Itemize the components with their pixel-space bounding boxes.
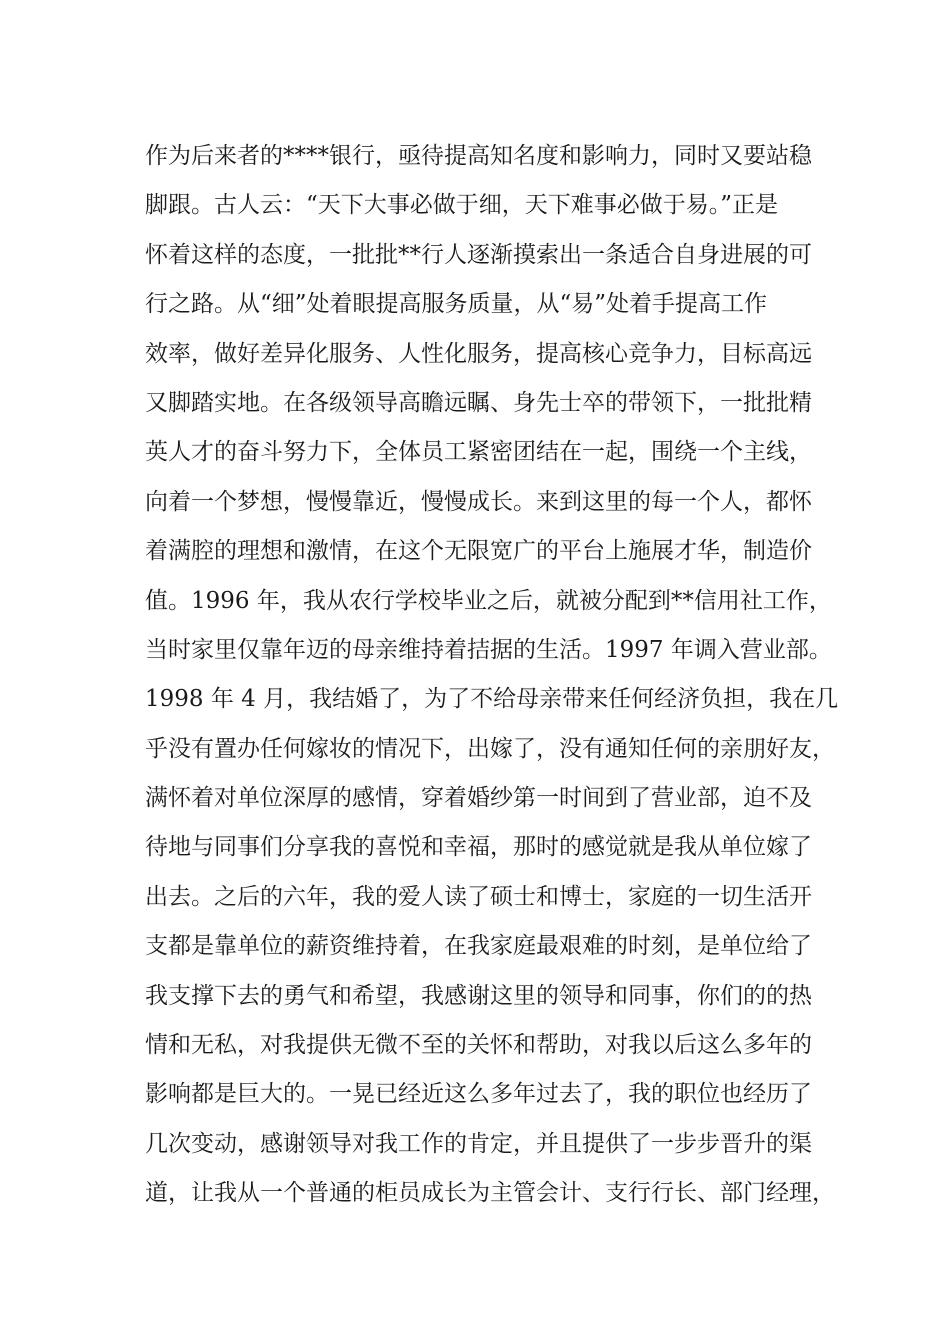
text-line: 1998 年 4 月，我结婚了，为了不给母亲带来任何经济负担，我在几 (145, 686, 839, 713)
text-line: 出去。之后的六年，我的爱人读了硕士和博士，家庭的一切生活开 (145, 883, 812, 910)
text-line: 值。1996 年，我从农行学校毕业之后，就被分配到**信用社工作， (145, 587, 832, 614)
text-line: 情和无私，对我提供无微不至的关怀和帮助，对我以后这么多年的 (145, 1032, 812, 1059)
text-line: 行之路。从“细”处着眼提高服务质量，从“易”处着手提高工作 (145, 291, 768, 318)
text-line: 支都是靠单位的薪资维持着，在我家庭最艰难的时刻，是单位给了 (145, 933, 812, 960)
text-line: 怀着这样的态度，一批批**行人逐渐摸索出一条适合自身进展的可 (145, 241, 812, 268)
text-line: 着满腔的理想和激情，在这个无限宽广的平台上施展才华，制造价 (145, 538, 812, 565)
text-line: 乎没有置办任何嫁妆的情况下，出嫁了，没有通知任何的亲朋好友， (145, 735, 835, 762)
text-line: 满怀着对单位深厚的感情，穿着婚纱第一时间到了营业部，迫不及 (145, 785, 812, 812)
text-line: 当时家里仅靠年迈的母亲维持着拮据的生活。1997 年调入营业部。 (145, 636, 832, 663)
text-line: 脚跟。古人云：“天下大事必做于细，天下难事必做于易。”正是 (145, 192, 779, 219)
body-text (145, 132, 845, 1219)
text-line: 英人才的奋斗努力下，全体员工紧密团结在一起，围绕一个主线， (145, 439, 812, 466)
text-line: 我支撑下去的勇气和希望，我感谢这里的领导和同事，你们的的热 (145, 982, 812, 1009)
text-line: 效率，做好差异化服务、人性化服务，提高核心竞争力，目标高远 (145, 340, 812, 367)
text-line: 道，让我从一个普通的柜员成长为主管会计、支行行长、部门经理， (145, 1180, 835, 1207)
text-line: 待地与同事们分享我的喜悦和幸福，那时的感觉就是我从单位嫁了 (145, 834, 812, 861)
text-line: 影响都是巨大的。一晃已经近这么多年过去了，我的职位也经历了 (145, 1081, 812, 1108)
text-line: 又脚踏实地。在各级领导高瞻远瞩、身先士卒的带领下，一批批精 (145, 389, 812, 416)
text-line: 几次变动，感谢领导对我工作的肯定，并且提供了一步步晋升的渠 (145, 1130, 812, 1157)
text-line: 作为后来者的****银行，亟待提高知名度和影响力，同时又要站稳 (145, 143, 812, 169)
text-line: 向着一个梦想，慢慢靠近，慢慢成长。来到这里的每一个人，都怀 (145, 488, 812, 515)
